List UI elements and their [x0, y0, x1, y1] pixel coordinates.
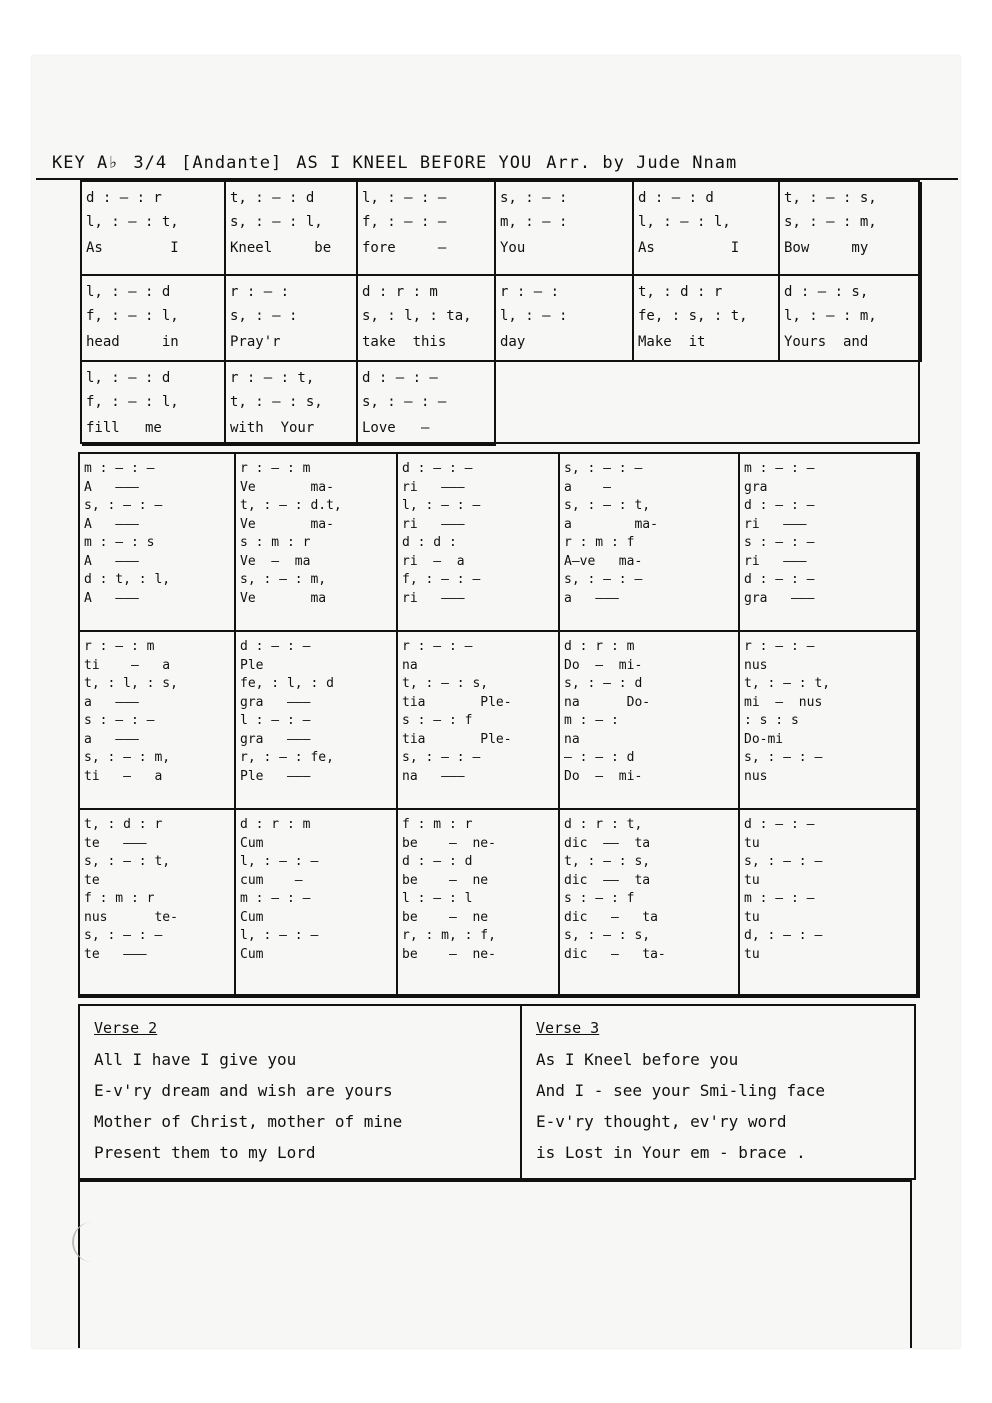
tonic-solfa-cell: [634, 276, 780, 362]
alto-notes: fe, : l, : d: [240, 676, 334, 691]
chorus-cell: [236, 454, 398, 632]
alto-notes: fe, : s, : t,: [638, 308, 748, 324]
bass-lyric: A ———: [84, 590, 139, 606]
tonic-solfa-cell: [358, 362, 496, 446]
verse-3-line: is Lost in Your em - brace .: [536, 1143, 806, 1162]
tenor-lyric: na: [564, 731, 580, 747]
soprano-notes: d : — : s,: [784, 284, 869, 300]
tenor-lyric: A—ve ma-: [564, 553, 643, 569]
alto-notes: d : — : —: [744, 498, 815, 513]
alto-lyric: na Do-: [564, 694, 651, 710]
soprano-notes: l, : — : d: [86, 370, 171, 386]
alto-lyric: a ma-: [564, 516, 658, 532]
bass-lyric: ri ———: [402, 590, 465, 606]
bass-lyric: Do — mi-: [564, 768, 643, 784]
tenor-notes: r : m : f: [564, 535, 635, 550]
verse-2-line: E-v'ry dream and wish are yours: [94, 1081, 393, 1100]
lyric-syllable: fill me: [86, 420, 162, 436]
soprano-lyric: Ple: [240, 657, 264, 673]
chorus-cell: [740, 454, 918, 632]
lyric-syllable: Bow my: [784, 240, 869, 256]
verse-3-line: And I - see your Smi-ling face: [536, 1081, 825, 1100]
soprano-notes: f : m : r: [402, 817, 473, 832]
soprano-lyric: ti — a: [84, 657, 171, 673]
soprano-lyric: gra: [744, 479, 768, 495]
alto-lyric: Ve ma-: [240, 516, 334, 532]
bass-lyric: tu: [744, 946, 760, 962]
tenor-notes: s : m : r: [240, 535, 311, 550]
soprano-notes: l, : — : d: [86, 284, 171, 300]
soprano-notes: s, : — : —: [564, 461, 643, 476]
tenor-notes: s : — : —: [744, 535, 815, 550]
alto-notes: s, : — : —: [744, 854, 823, 869]
chorus-cell: [740, 810, 918, 996]
song-title: AS I KNEEL BEFORE YOU: [296, 153, 533, 173]
alto-notes: s, : — : m,: [784, 214, 877, 230]
tenor-notes: : s : s: [744, 713, 799, 728]
verse-2-line: Mother of Christ, mother of mine: [94, 1112, 403, 1131]
lyric-syllable: As I: [86, 240, 179, 256]
bass-notes: s, : — : —: [744, 750, 823, 765]
lyric-syllable: day: [500, 334, 526, 350]
alto-notes: s, : — : t,: [84, 854, 171, 869]
soprano-notes: d : — : —: [362, 370, 438, 386]
tenor-notes: l : — : —: [240, 713, 311, 728]
tenor-lyric: nus te-: [84, 909, 178, 925]
soprano-notes: d : — : —: [240, 639, 311, 654]
soprano-lyric: Cum: [240, 835, 264, 851]
chorus-cell: [236, 810, 398, 996]
soprano-notes: t, : d : r: [638, 284, 723, 300]
verse-2-title: Verse 2: [94, 1019, 158, 1037]
song-header: [52, 143, 932, 173]
alto-lyric: mi — nus: [744, 694, 823, 710]
alto-notes: t, : — : t,: [744, 676, 831, 691]
tenor-notes: l : — : l: [402, 891, 473, 906]
lyric-syllable: head in: [86, 334, 179, 350]
bass-notes: s, : — : m,: [84, 750, 171, 765]
bass-lyric: te ———: [84, 946, 147, 962]
tenor-lyric: dic — ta: [564, 909, 658, 925]
tenor-lyric: Ve — ma: [240, 553, 311, 569]
lyric-syllable: You: [500, 240, 526, 256]
alto-lyric: cum —: [240, 872, 303, 888]
alto-lyric: dic —— ta: [564, 872, 651, 888]
verse-3-title: Verse 3: [536, 1019, 600, 1037]
tenor-lyric: a ———: [84, 731, 139, 747]
alto-notes: s, : — : —: [362, 394, 447, 410]
soprano-notes: m : — : —: [744, 461, 815, 476]
bass-lyric: nus: [744, 768, 768, 784]
lyric-syllable: As I: [638, 240, 740, 256]
alto-notes: s, : l, : ta,: [362, 308, 472, 324]
chorus-cell: [80, 810, 236, 996]
bass-notes: s, : — : s,: [564, 928, 651, 943]
chorus-cell: [236, 632, 398, 810]
alto-lyric: gra ———: [240, 694, 311, 710]
tenor-notes: s : — : —: [84, 713, 155, 728]
alto-notes: s, : — :: [230, 308, 298, 324]
tonic-solfa-cell: [226, 362, 358, 446]
verse-2-line: Present them to my Lord: [94, 1143, 316, 1162]
soprano-notes: d : r : m: [240, 817, 311, 832]
alto-notes: l, : — :: [500, 308, 568, 324]
verse-2-line: All I have I give you: [94, 1050, 297, 1069]
alto-notes: l, : — : l,: [638, 214, 731, 230]
tonic-solfa-cell: [634, 182, 780, 276]
bass-notes: s, : — : —: [84, 928, 163, 943]
soprano-notes: d : r : t,: [564, 817, 643, 832]
soprano-notes: r : — :: [230, 284, 290, 300]
soprano-lyric: Do — mi-: [564, 657, 643, 673]
soprano-notes: r : — : m: [240, 461, 311, 476]
tenor-lyric: gra ———: [240, 731, 311, 747]
soprano-notes: d : r : m: [564, 639, 635, 654]
bass-notes: d, : — : —: [744, 928, 823, 943]
lyric-syllable: Make it: [638, 334, 706, 350]
soprano-lyric: A ———: [84, 479, 139, 495]
soprano-notes: t, : — : s,: [784, 190, 877, 206]
lyric-syllable: fore —: [362, 240, 447, 256]
tenor-lyric: Cum: [240, 909, 264, 925]
tenor-lyric: be — ne: [402, 909, 489, 925]
alto-notes: l, : — : —: [402, 498, 481, 513]
tonic-solfa-cell: [82, 276, 226, 362]
alto-notes: d : — : d: [402, 854, 473, 869]
soprano-notes: l, : — : —: [362, 190, 447, 206]
alto-notes: t, : — : s,: [402, 676, 489, 691]
soprano-notes: t, : d : r: [84, 817, 163, 832]
alto-notes: l, : — : t,: [86, 214, 179, 230]
alto-notes: s, : — : d: [564, 676, 643, 691]
verse-3-line: E-v'ry thought, ev'ry word: [536, 1112, 787, 1131]
alto-lyric: ri ———: [402, 516, 465, 532]
tenor-notes: m : — :: [564, 713, 619, 728]
lyric-syllable: Pray'r: [230, 334, 281, 350]
tonic-solfa-cell: [780, 276, 922, 362]
lyric-syllable: Love —: [362, 420, 430, 436]
soprano-notes: r : — : m: [84, 639, 155, 654]
chorus-cell: [398, 454, 560, 632]
arranger-credit: Arr. by Jude Nnam: [546, 153, 738, 173]
lyric-syllable: with Your: [230, 420, 315, 436]
bass-notes: d : — : —: [744, 572, 815, 587]
soprano-notes: d : — : r: [86, 190, 162, 206]
alto-lyric: tia Ple-: [402, 694, 512, 710]
lyric-syllable: Kneel be: [230, 240, 332, 256]
alto-notes: f, : — : l,: [86, 308, 179, 324]
soprano-lyric: a —: [564, 479, 611, 495]
bass-lyric: na ———: [402, 768, 465, 784]
alto-notes: s, : — : t,: [564, 498, 651, 513]
chorus-cell: [398, 810, 560, 996]
verses-divider: [520, 1004, 522, 1180]
bass-notes: d : t, : l,: [84, 572, 171, 587]
verse-3: [536, 1012, 825, 1168]
tenor-lyric: tu: [744, 909, 760, 925]
soprano-notes: r : — :: [500, 284, 560, 300]
alto-lyric: A ———: [84, 516, 139, 532]
tonic-solfa-cell: [226, 182, 358, 276]
bass-lyric: gra ———: [744, 590, 815, 606]
tonic-solfa-cell: [82, 362, 226, 446]
tenor-lyric: Do-mi: [744, 731, 784, 747]
alto-notes: t, : — : s,: [230, 394, 323, 410]
soprano-lyric: be — ne-: [402, 835, 496, 851]
bass-notes: r, : m, : f,: [402, 928, 496, 943]
chorus-cell: [80, 632, 236, 810]
soprano-notes: r : — : —: [402, 639, 473, 654]
bass-lyric: ti — a: [84, 768, 163, 784]
alto-lyric: te: [84, 872, 100, 888]
soprano-notes: s, : — :: [500, 190, 568, 206]
alto-lyric: a ———: [84, 694, 139, 710]
tenor-notes: m : — : —: [744, 891, 815, 906]
soprano-lyric: nus: [744, 657, 768, 673]
soprano-notes: m : — : —: [84, 461, 155, 476]
soprano-lyric: Ve ma-: [240, 479, 334, 495]
tempo-marking: [Andante]: [181, 153, 283, 173]
bass-notes: s, : — : m,: [240, 572, 327, 587]
bass-notes: — : — : d: [564, 750, 635, 765]
tenor-notes: s : — : f: [402, 713, 473, 728]
chorus-cell: [560, 632, 740, 810]
alto-notes: t, : — : s,: [564, 854, 651, 869]
verse-2: [94, 1012, 402, 1168]
key-signature: KEY A♭: [52, 153, 120, 173]
bass-notes: s, : — : —: [402, 750, 481, 765]
chorus-cell: [560, 454, 740, 632]
time-signature: 3/4: [133, 153, 168, 173]
bass-lyric: Ve ma: [240, 590, 327, 606]
chorus-cell: [740, 632, 918, 810]
alto-notes: l, : — : m,: [784, 308, 877, 324]
bass-lyric: dic — ta-: [564, 946, 666, 962]
alto-notes: m, : — :: [500, 214, 568, 230]
tenor-notes: d : d :: [402, 535, 457, 550]
soprano-notes: r : — : t,: [230, 370, 315, 386]
soprano-lyric: te ———: [84, 835, 147, 851]
tenor-lyric: A ———: [84, 553, 139, 569]
alto-notes: s, : — : —: [84, 498, 163, 513]
chorus-section: [78, 452, 920, 998]
alto-notes: t, : — : d.t,: [240, 498, 342, 513]
bass-lyric: a ———: [564, 590, 619, 606]
soprano-notes: d : — : —: [402, 461, 473, 476]
soprano-lyric: tu: [744, 835, 760, 851]
tenor-notes: s : — : f: [564, 891, 635, 906]
bass-notes: l, : — : —: [240, 928, 319, 943]
soprano-notes: d : — : d: [638, 190, 714, 206]
soprano-notes: d : r : m: [362, 284, 438, 300]
soprano-lyric: na: [402, 657, 418, 673]
verse-section: [80, 180, 920, 444]
lyric-syllable: take this: [362, 334, 447, 350]
tonic-solfa-cell: [496, 182, 634, 276]
blank-area: [78, 1180, 912, 1348]
alto-lyric: ri ———: [744, 516, 807, 532]
alto-lyric: tu: [744, 872, 760, 888]
alto-lyric: be — ne: [402, 872, 489, 888]
tenor-lyric: ri ———: [744, 553, 807, 569]
soprano-lyric: dic —— ta: [564, 835, 651, 851]
tonic-solfa-cell: [496, 276, 634, 362]
soprano-lyric: ri ———: [402, 479, 465, 495]
soprano-notes: r : — : —: [744, 639, 815, 654]
bass-lyric: Cum: [240, 946, 264, 962]
chorus-cell: [80, 454, 236, 632]
chorus-cell: [398, 632, 560, 810]
bass-notes: s, : — : —: [564, 572, 643, 587]
soprano-notes: t, : — : d: [230, 190, 315, 206]
tonic-solfa-cell: [226, 276, 358, 362]
alto-notes: t, : l, : s,: [84, 676, 178, 691]
tonic-solfa-cell: [358, 182, 496, 276]
chorus-cell: [560, 810, 740, 996]
tenor-notes: f : m : r: [84, 891, 155, 906]
lyric-syllable: Yours and: [784, 334, 869, 350]
tonic-solfa-cell: [82, 182, 226, 276]
bass-notes: f, : — : —: [402, 572, 481, 587]
alto-notes: f, : — : —: [362, 214, 447, 230]
tenor-notes: m : — : —: [240, 891, 311, 906]
alto-notes: s, : — : l,: [230, 214, 323, 230]
bass-notes: r, : — : fe,: [240, 750, 334, 765]
soprano-notes: d : — : —: [744, 817, 815, 832]
alto-notes: l, : — : —: [240, 854, 319, 869]
verse-3-line: As I Kneel before you: [536, 1050, 739, 1069]
bass-lyric: Ple ———: [240, 768, 311, 784]
tonic-solfa-cell: [780, 182, 922, 276]
tonic-solfa-cell: [358, 276, 496, 362]
tenor-notes: m : — : s: [84, 535, 155, 550]
tenor-lyric: ri — a: [402, 553, 465, 569]
alto-notes: f, : — : l,: [86, 394, 179, 410]
bass-lyric: be — ne-: [402, 946, 496, 962]
tenor-lyric: tia Ple-: [402, 731, 512, 747]
